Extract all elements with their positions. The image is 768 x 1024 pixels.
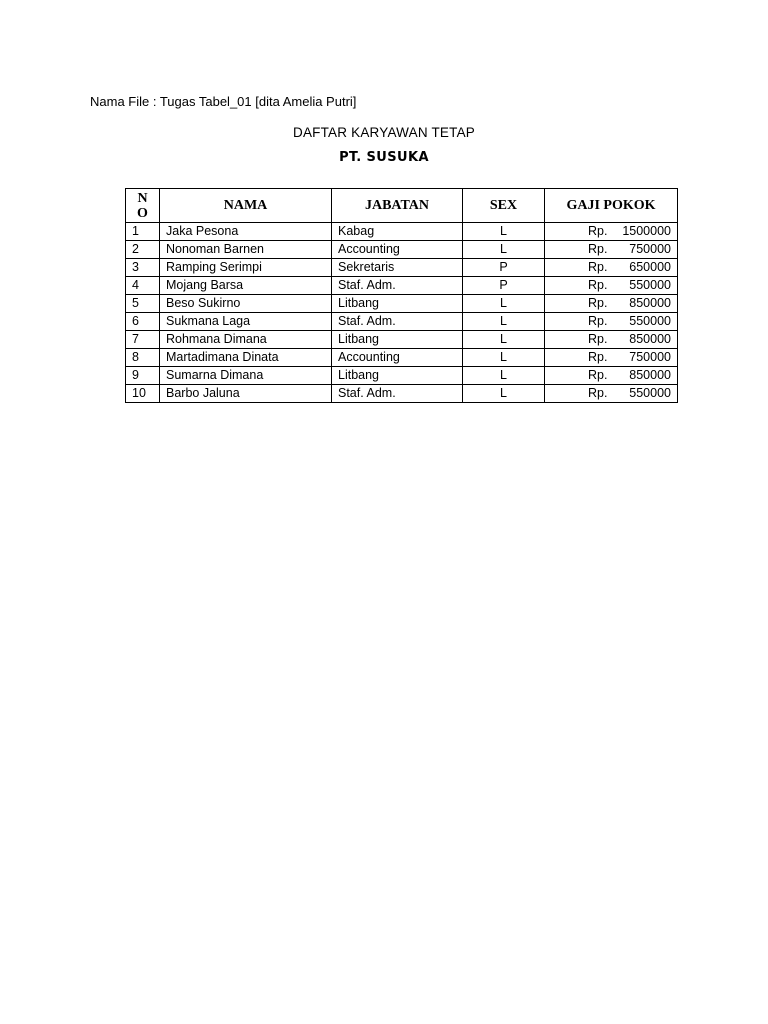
cell-sex: L [463,241,545,259]
cell-no: 4 [126,277,160,295]
cell-sex: L [463,367,545,385]
salary-amount: 750000 [629,350,671,364]
cell-nama: Beso Sukirno [160,295,332,313]
salary-amount: 550000 [629,314,671,328]
table-row [126,331,678,349]
currency-label: Rp. [588,368,608,382]
cell-nama: Sumarna Dimana [160,367,332,385]
cell-jabatan: Kabag [332,223,463,241]
salary-amount: 850000 [629,368,671,382]
cell-nama: Sukmana Laga [160,313,332,331]
cell-nama: Barbo Jaluna [160,385,332,403]
cell-jabatan: Litbang [332,331,463,349]
cell-gaji-pokok [545,367,678,385]
cell-nama: Ramping Serimpi [160,259,332,277]
file-name-label: Nama File : Tugas Tabel_01 [dita Amelia Putri] [90,94,357,109]
currency-label: Rp. [588,278,608,292]
table-row [126,367,678,385]
table-row [126,277,678,295]
cell-sex: P [463,277,545,295]
cell-sex: L [463,349,545,367]
cell-jabatan: Sekretaris [332,259,463,277]
cell-no: 9 [126,367,160,385]
salary-amount: 650000 [629,260,671,274]
salary-amount: 850000 [629,296,671,310]
cell-gaji-pokok [545,385,678,403]
cell-gaji-pokok [545,295,678,313]
cell-no: 7 [126,331,160,349]
header-sex: SEX [463,189,545,223]
salary-amount: 550000 [629,278,671,292]
salary-amount: 1500000 [622,224,671,238]
cell-sex: L [463,223,545,241]
cell-gaji-pokok [545,331,678,349]
currency-label: Rp. [588,224,608,238]
header-gaji-pokok: GAJI POKOK [545,189,678,223]
header-no-line1: N [137,190,148,206]
currency-label: Rp. [588,386,608,400]
cell-jabatan: Litbang [332,295,463,313]
cell-no: 2 [126,241,160,259]
cell-nama: Mojang Barsa [160,277,332,295]
cell-nama: Martadimana Dinata [160,349,332,367]
currency-label: Rp. [588,350,608,364]
cell-gaji-pokok [545,349,678,367]
table-header-row [126,189,678,223]
cell-no: 10 [126,385,160,403]
cell-no: 1 [126,223,160,241]
company-name: PT. SUSUKA [339,150,429,165]
cell-jabatan: Staf. Adm. [332,313,463,331]
salary-amount: 850000 [629,332,671,346]
cell-sex: L [463,331,545,349]
salary-amount: 550000 [629,386,671,400]
cell-sex: L [463,295,545,313]
header-nama: NAMA [160,189,332,223]
cell-no: 8 [126,349,160,367]
table-row [126,385,678,403]
cell-gaji-pokok [545,259,678,277]
cell-jabatan: Staf. Adm. [332,277,463,295]
cell-jabatan: Accounting [332,241,463,259]
cell-gaji-pokok [545,241,678,259]
currency-label: Rp. [588,242,608,256]
cell-nama: Nonoman Barnen [160,241,332,259]
header-no [126,189,160,223]
employee-table [125,188,678,403]
cell-jabatan: Litbang [332,367,463,385]
cell-gaji-pokok [545,277,678,295]
header-no-line2: O [137,205,148,221]
cell-no: 5 [126,295,160,313]
header-jabatan: JABATAN [332,189,463,223]
table-body [126,223,678,403]
cell-jabatan: Staf. Adm. [332,385,463,403]
cell-sex: L [463,313,545,331]
table-row [126,295,678,313]
cell-jabatan: Accounting [332,349,463,367]
cell-gaji-pokok [545,313,678,331]
cell-nama: Jaka Pesona [160,223,332,241]
document-title: DAFTAR KARYAWAN TETAP [293,125,475,140]
table-row [126,241,678,259]
currency-label: Rp. [588,332,608,346]
cell-sex: L [463,385,545,403]
cell-sex: P [463,259,545,277]
table-row [126,259,678,277]
cell-gaji-pokok [545,223,678,241]
salary-amount: 750000 [629,242,671,256]
cell-nama: Rohmana Dimana [160,331,332,349]
table-row [126,349,678,367]
currency-label: Rp. [588,260,608,274]
cell-no: 3 [126,259,160,277]
currency-label: Rp. [588,314,608,328]
cell-no: 6 [126,313,160,331]
table-row [126,313,678,331]
table-row [126,223,678,241]
currency-label: Rp. [588,296,608,310]
